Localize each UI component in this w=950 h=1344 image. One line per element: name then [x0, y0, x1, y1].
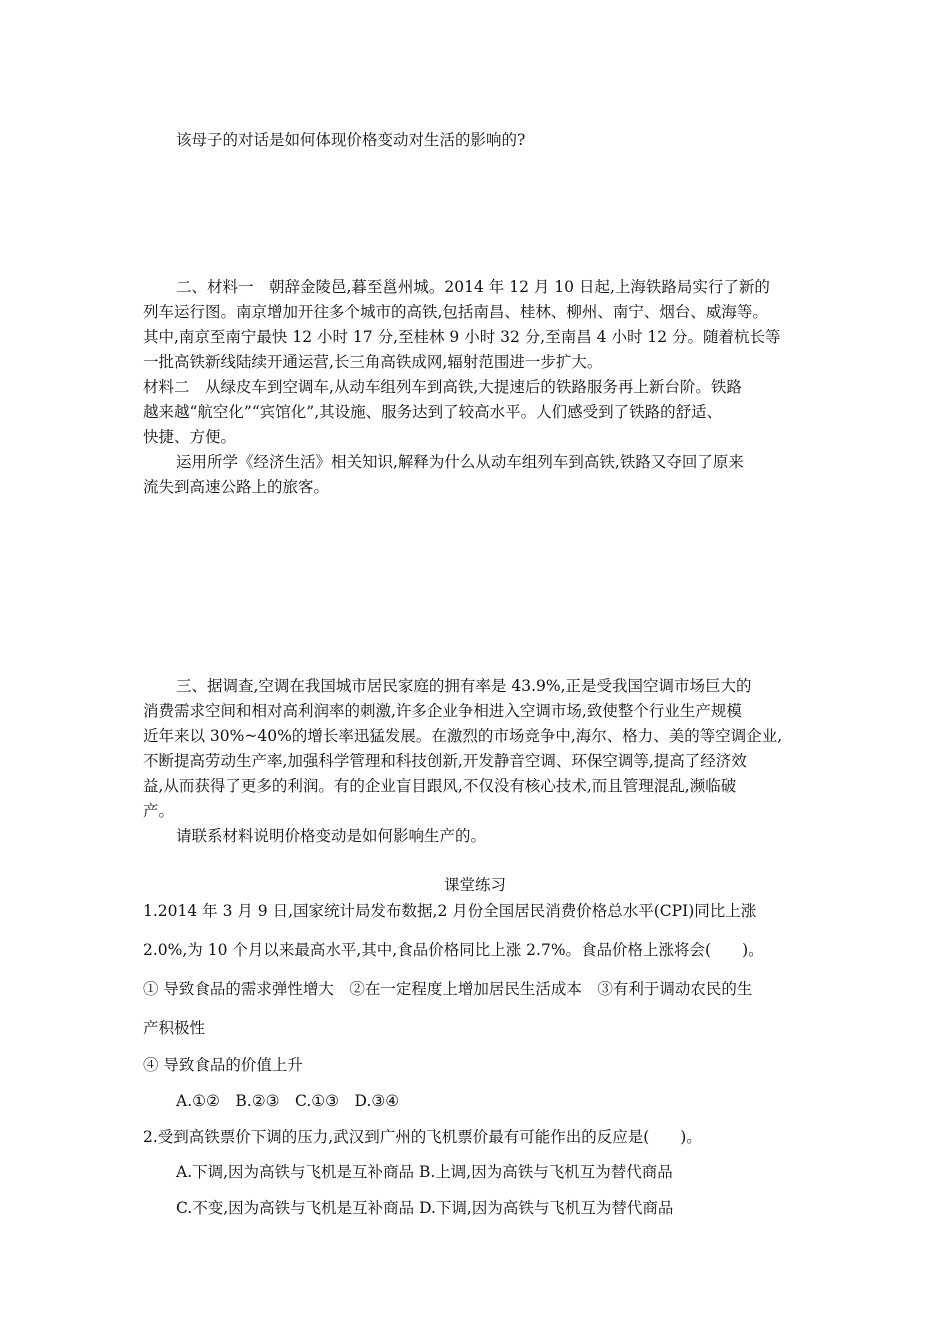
paragraph-line: 流失到高速公路上的旅客。	[143, 478, 330, 496]
question-line: 2.受到高铁票价下调的压力,武汉到广州的飞机票价最有可能作出的反应是( )。	[143, 1128, 702, 1146]
paragraph-line: 三、据调查,空调在我国城市居民家庭的拥有率是 43.9%,正是受我国空调市场巨大的	[176, 677, 752, 695]
question-intro: 该母子的对话是如何体现价格变动对生活的影响的?	[176, 131, 526, 149]
paragraph-line: 请联系材料说明价格变动是如何影响生产的。	[176, 827, 487, 845]
paragraph-line: 材料二 从绿皮车到空调车,从动车组列车到高铁,大提速后的铁路服务再上新台阶。铁路	[143, 378, 742, 396]
paragraph-line: 一批高铁新线陆续开通运营,长三角高铁成网,辐射范围进一步扩大。	[143, 353, 603, 371]
paragraph-line: 越来越“航空化”“宾馆化”,其设施、服务达到了较高水平。人们感受到了铁路的舒适、	[143, 403, 723, 421]
question-line: 1.2014 年 3 月 9 日,国家统计局发布数据,2 月份全国居民消费价格总水平(CPI)同比上涨	[143, 902, 757, 920]
practice-heading: 课堂练习	[443, 876, 506, 894]
answer-choices: A.①② B.②③ C.①③ D.③④	[176, 1092, 400, 1110]
paragraph-line: 消费需求空间和相对高利润率的刺激,许多企业争相进入空调市场,致使整个行业生产规模	[143, 702, 742, 720]
paragraph-line: 快捷、方便。	[143, 428, 237, 446]
paragraph-line: 其中,南京至南宁最快 12 小时 17 分,至桂林 9 小时 32 分,至南昌 4 小时 12 分。随着杭长等	[143, 328, 781, 346]
paragraph-line: 产。	[143, 802, 175, 820]
option-line: ④ 导致食品的价值上升	[143, 1056, 303, 1074]
answer-choices: A.下调,因为高铁与飞机是互补商品 B.上调,因为高铁与飞机互为替代商品	[176, 1163, 673, 1181]
paragraph-line: 不断提高劳动生产率,加强科学管理和科技创新,开发静音空调、环保空调等,提高了经济效	[143, 752, 747, 770]
option-line: ① 导致食品的需求弹性增大 ②在一定程度上增加居民生活成本 ③有利于调动农民的生	[143, 980, 753, 998]
option-line: 产积极性	[143, 1019, 206, 1037]
paragraph-line: 二、材料一 朝辞金陵邑,暮至邕州城。2014 年 12 月 10 日起,上海铁路局实行了新的	[176, 278, 770, 296]
paragraph-line: 近年来以 30%~40%的增长率迅猛发展。在激烈的市场竞争中,海尔、格力、美的等空调企业,	[143, 727, 783, 745]
paragraph-line: 列车运行图。南京增加开往多个城市的高铁,包括南昌、桂林、柳州、南宁、烟台、威海等。	[143, 303, 768, 321]
paragraph-line: 运用所学《经济生活》相关知识,解释为什么从动车组列车到高铁,铁路又夺回了原来	[176, 453, 744, 471]
question-line: 2.0%,为 10 个月以来最高水平,其中,食品价格同比上涨 2.7%。食品价格上涨将会( )。	[143, 941, 764, 959]
answer-choices: C.不变,因为高铁与飞机是互补商品 D.下调,因为高铁与飞机互为替代商品	[176, 1199, 674, 1217]
paragraph-line: 益,从而获得了更多的利润。有的企业盲目跟风,不仅没有核心技术,而且管理混乱,濒临破	[143, 777, 737, 795]
